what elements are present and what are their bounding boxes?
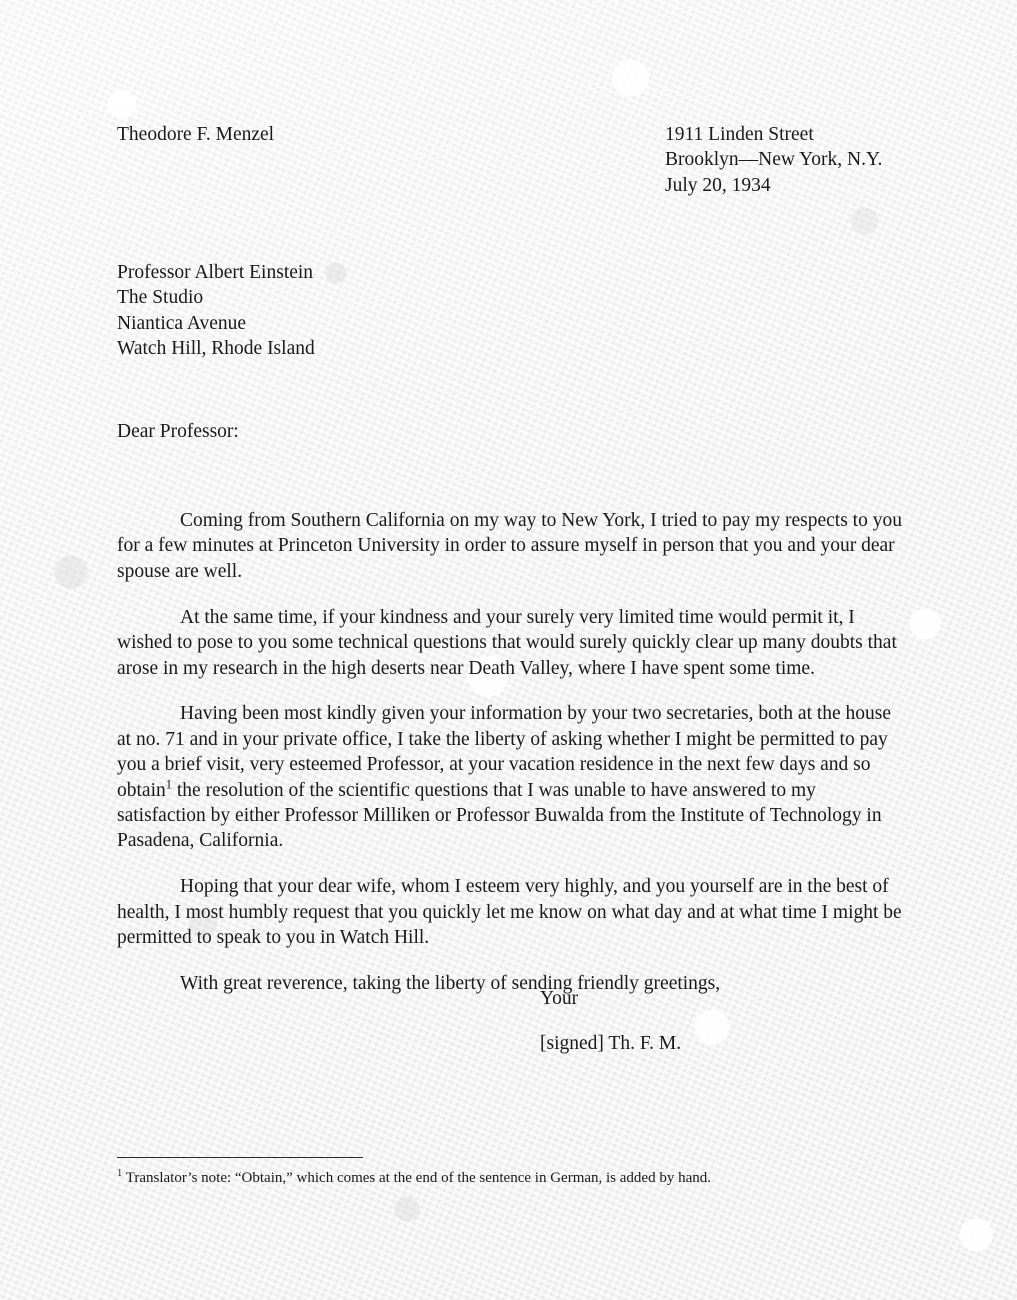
body-paragraph-3 bbox=[117, 701, 903, 853]
sender-name-block bbox=[117, 122, 274, 147]
return-address-street: 1911 Linden Street bbox=[665, 124, 814, 145]
salutation: Dear Professor: bbox=[117, 421, 239, 442]
recipient-line-4: Watch Hill, Rhode Island bbox=[117, 338, 315, 360]
footnote-reference-marker: 1 bbox=[165, 777, 172, 792]
recipient-line-3: Niantica Avenue bbox=[117, 312, 247, 334]
paragraph-3-text-before-footnote: Having been most kindly given your information by your two secretaries, both at the house at no. 71 and in your private office, I take the liberty of asking whether I might be permitted to pay you a brief visit, very esteemed Professor, at your vacation residence in the next few days and so obtain bbox=[117, 703, 892, 801]
letter-date: July 20, 1934 bbox=[665, 174, 771, 196]
footnote-body-text: Translator’s note: “Obtain,” which comes at the end of the sentence in German, is added by hand. bbox=[125, 1170, 711, 1186]
valediction: Your bbox=[540, 988, 579, 1009]
signature-line: [signed] Th. F. M. bbox=[540, 1033, 682, 1054]
recipient-address-block bbox=[117, 260, 315, 362]
return-address-block bbox=[665, 122, 882, 198]
footnote-separator-rule bbox=[117, 1157, 363, 1158]
letter-body bbox=[117, 508, 903, 997]
footnote bbox=[117, 1168, 711, 1188]
recipient-name: Professor Albert Einstein bbox=[117, 262, 314, 283]
body-paragraph-2: At the same time, if your kindness and your surely very limited time would permit it, I wished to pose to you some technical questions that would surely quickly clear up many doubts that arose in my research in the high deserts near Death Valley, where I have spent some time. bbox=[117, 606, 897, 679]
return-address-city: Brooklyn—New York, N.Y. bbox=[665, 149, 883, 171]
footnote-marker: 1 bbox=[117, 1168, 123, 1179]
body-paragraph-4: Hoping that your dear wife, whom I esteem very highly, and you yourself are in the best of health, I most humbly request that you quickly let me know on what day and at what time I might be permitted to speak to you in Watch Hill. bbox=[117, 876, 902, 949]
recipient-line-2: The Studio bbox=[117, 287, 204, 309]
body-paragraph-closing: With great reverence, taking the liberty of sending friendly greetings, bbox=[180, 973, 721, 995]
sender-name: Theodore F. Menzel bbox=[117, 124, 275, 145]
body-paragraph-1: Coming from Southern California on my way to New York, I tried to pay my respects to you for a few minutes at Princeton University in order to assure myself in person that you and your dear spouse are well. bbox=[117, 510, 902, 582]
paragraph-3-text-after-footnote: the resolution of the scientific questions that I was unable to have answered to my satisfaction by either Professor Milliken or Professor Buwalda from the Institute of Technology in Pasadena, California. bbox=[117, 779, 882, 852]
